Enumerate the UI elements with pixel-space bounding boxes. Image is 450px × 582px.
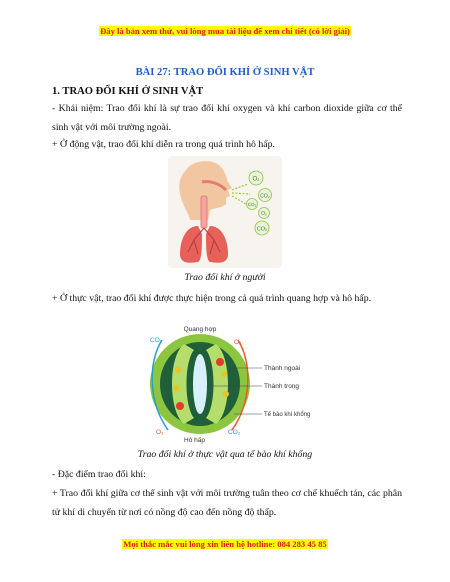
concept-paragraph: - Khái niệm: Trao đổi khí là sự trao đổi khí oxygen và khí carbon dioxide giữa cơ thể sinh vật với môi trường ngoài. <box>52 103 402 133</box>
inner-wall-label: Thành trong <box>264 383 300 390</box>
svg-text:CO₂: CO₂ <box>256 226 268 233</box>
gas-bubble-1 <box>249 171 263 185</box>
gas-bubble-4 <box>259 208 270 219</box>
chloroplast <box>221 371 227 377</box>
co2-bottom-label: CO₂ <box>228 429 241 436</box>
stoma-figure-caption: Trao đổi khí ở thực vật qua tế bào khí khổng <box>137 449 313 460</box>
guard-cell-label: Tế bào khí khổng <box>264 412 311 418</box>
hotline-footer-text: Mọi thắc mắc vui lòng xin liên hệ hotline: 084 283 45 85 <box>123 539 327 549</box>
characteristics-heading: - Đặc điểm trao đổi khí: <box>52 469 146 480</box>
gas-bubble-2 <box>259 189 272 202</box>
co2-top-label: CO₂ <box>150 337 163 344</box>
svg-text:CO₂: CO₂ <box>247 202 257 207</box>
chloroplast <box>175 367 181 373</box>
respiration-label: Hô hấp <box>184 437 205 444</box>
nucleus <box>216 358 224 366</box>
o2-bottom-label: O₂ <box>156 429 164 436</box>
gas-bubble-5 <box>255 221 269 235</box>
hotline-footer <box>0 539 450 549</box>
outer-wall-label: Thành ngoài <box>264 365 301 372</box>
chloroplast <box>173 385 179 391</box>
chloroplast <box>223 391 229 397</box>
lesson-title: BÀI 27: TRAO ĐỔI KHÍ Ở SINH VẬT <box>135 67 315 78</box>
gas-bubble-3 <box>247 199 258 210</box>
trachea <box>201 196 207 228</box>
stoma-figure <box>138 322 338 444</box>
animal-paragraph: + Ở động vật, trao đổi khí diễn ra trong quá trình hô hấp. <box>52 139 275 150</box>
photosynthesis-label: Quang hợp <box>183 326 217 333</box>
stomatal-pore <box>193 354 207 414</box>
human-respiration-figure <box>168 156 282 268</box>
human-figure-caption: Trao đổi khí ở người <box>184 272 266 283</box>
preview-banner-text: Đây là bản xem thử, vui lòng mua tài liệu để xem chi tiết (có lời giải) <box>100 26 350 36</box>
nucleus <box>176 402 184 410</box>
preview-banner <box>0 26 450 36</box>
plant-paragraph: + Ở thực vật, trao đổi khí được thực hiện trong cả quá trình quang hợp và hô hấp. <box>52 293 372 304</box>
o2-top-label: O₂ <box>234 339 242 346</box>
svg-text:CO₂: CO₂ <box>260 193 270 200</box>
section-heading: 1. TRAO ĐỔI KHÍ Ở SINH VẬT <box>52 86 204 97</box>
svg-text:O₂: O₂ <box>261 211 267 217</box>
svg-text:O₂: O₂ <box>252 176 260 183</box>
diffusion-paragraph: + Trao đổi khí giữa cơ thể sinh vật với môi trường tuân theo cơ chế khuếch tán, các phân tử khí di chuyển từ nơi có nồng độ cao đến nồng độ thấp. <box>52 488 402 518</box>
